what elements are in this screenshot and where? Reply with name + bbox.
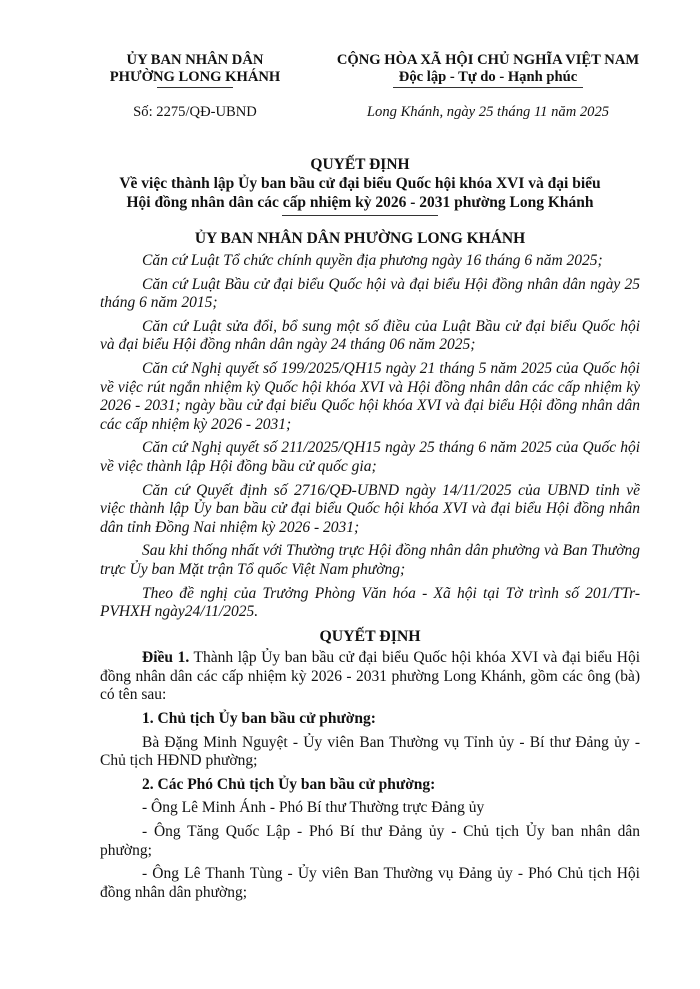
decision-title-block [60,156,660,216]
document-body [100,252,640,907]
article-1 [100,649,640,705]
preamble-item: Căn cứ Luật Bầu cử đại biểu Quốc hội và đại biểu Hội đồng nhân dân ngày 25 tháng 6 năm 2015; [100,275,640,312]
member-item: Bà Đặng Minh Nguyệt - Ủy viên Ban Thường vụ Tỉnh ủy - Bí thư Đảng ủy - Chủ tịch HĐND phường; [100,733,640,770]
preamble-item: Căn cứ Nghị quyết số 199/2025/QH15 ngày 21 tháng 5 năm 2025 của Quốc hội về việc rút ngắn nhiệm kỳ Quốc hội khóa XVI và Hội đồng nhân dân các cấp nhiệm kỳ 2026 - 2031; ngày bầu cử đại biểu Quốc hội khóa XVI và đại biểu Hội đồng nhân dân các cấp nhiệm kỳ 2026 - 2031; [100,359,640,433]
place-date: Long Khánh, ngày 25 tháng 11 năm 2025 [366,104,610,120]
title-underline [282,215,438,216]
agency-header [90,52,300,88]
member-item: - Ông Tăng Quốc Lập - Phó Bí thư Đảng ủy - Chủ tịch Ủy ban nhân dân phường; [100,823,640,859]
section-1-heading: 1. Chủ tịch Ủy ban bầu cử phường: [142,710,376,728]
decision-subject-line-2: Hội đồng nhân dân các cấp nhiệm kỳ 2026 - 2031 phường Long Khánh [126,194,594,211]
preamble-item: Căn cứ Luật Tổ chức chính quyền địa phương ngày 16 tháng 6 năm 2025; [142,252,603,269]
preamble-item: Căn cứ Luật sửa đổi, bổ sung một số điều của Luật Bầu cử đại biểu Quốc hội và đại biểu Hội đồng nhân dân ngày 24 tháng 06 năm 2025; [100,317,640,354]
preamble-item: Sau khi thống nhất với Thường trực Hội đồng nhân dân phường và Ban Thường trực Ủy ban Mặt trận Tổ quốc Việt Nam phường; [100,542,640,578]
issuing-authority: ỦY BAN NHÂN DÂN PHƯỜNG LONG KHÁNH [194,230,526,247]
preamble-item: Căn cứ Nghị quyết số 211/2025/QH15 ngày 25 tháng 6 năm 2025 của Quốc hội về việc thành lập Hội đồng bầu cử quốc gia; [100,439,640,475]
preamble-item: Căn cứ Quyết định số 2716/QĐ-UBND ngày 14/11/2025 của UBND tỉnh về việc thành lập Ủy ban bầu cử đại biểu Quốc hội khóa XVI và đại biểu Hội đồng nhân dân tỉnh Đồng Nai nhiệm kỳ 2026 - 2031; [100,481,640,536]
national-title: CỘNG HÒA XÃ HỘI CHỦ NGHĨA VIỆT NAM [336,52,640,68]
agency-ward: PHƯỜNG LONG KHÁNH [109,69,281,85]
national-header [318,52,658,88]
member-item: - Ông Lê Minh Ánh - Phó Bí thư Thường trực Đảng ủy [142,799,485,817]
decision-title: QUYẾT ĐỊNH [310,156,410,173]
motto-underline [393,87,583,88]
article-1-label: Điều 1. [142,649,190,667]
agency-name: ỦY BAN NHÂN DÂN [126,52,264,68]
preamble-item: Theo đề nghị của Trưởng Phòng Văn hóa - Xã hội tại Tờ trình số 201/TTr-PVHXH ngày24/11/2025. [100,584,640,621]
agency-underline [157,87,233,88]
decision-heading: QUYẾT ĐỊNH [319,627,421,645]
article-1-text: Thành lập Ủy ban bầu cử đại biểu Quốc hội khóa XVI và đại biểu Hội đồng nhân dân các cấp nhiệm kỳ 2026 - 2031 phường Long Khánh, gồm các ông (bà) có tên sau: [100,649,641,704]
member-item: - Ông Lê Thanh Tùng - Ủy viên Ban Thường vụ Đảng ủy - Phó Chủ tịch Hội đồng nhân dân phường; [100,865,640,901]
national-motto: Độc lập - Tự do - Hạnh phúc [398,69,578,85]
document-number: Số: 2275/QĐ-UBND [133,104,257,120]
decision-subject-line-1: Về việc thành lập Ủy ban bầu cử đại biểu Quốc hội khóa XVI và đại biểu [119,175,601,192]
section-2-heading: 2. Các Phó Chủ tịch Ủy ban bầu cử phường: [142,775,436,793]
